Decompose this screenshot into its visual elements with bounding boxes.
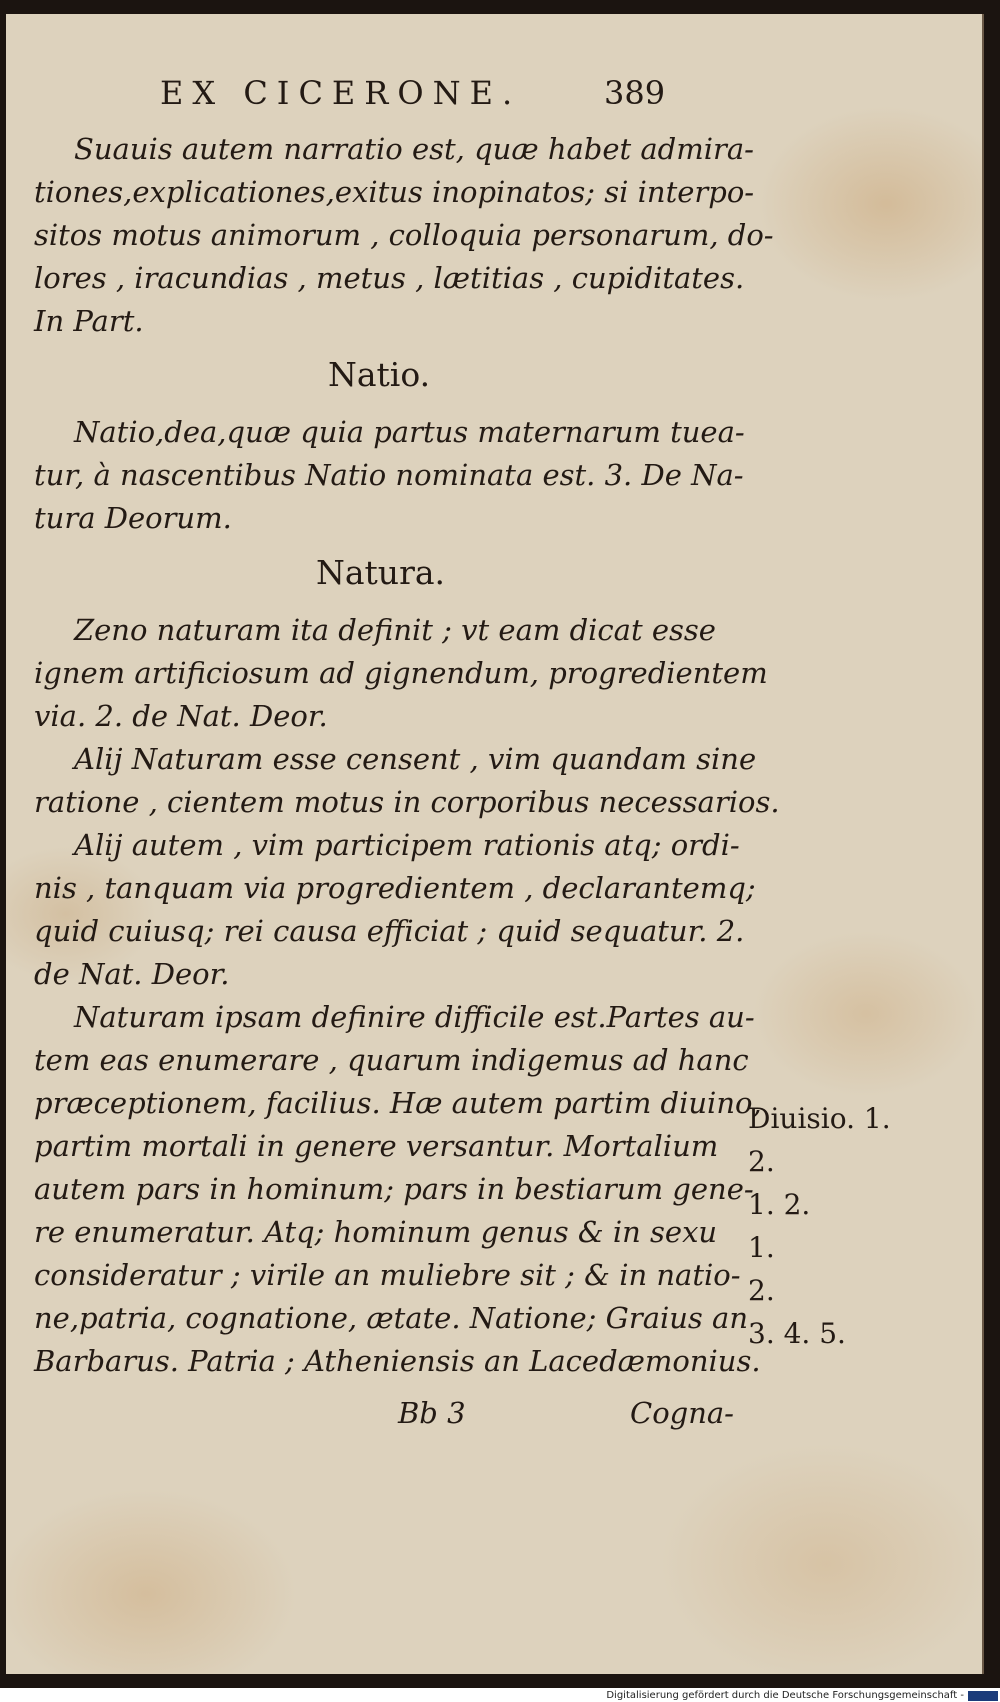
- text-line: Natio,dea,quæ quia partus maternarum tuea-: [74, 415, 745, 449]
- text-line: Zeno naturam ita definit ; vt eam dicat esse: [74, 613, 716, 647]
- section-heading: Natio.: [328, 355, 431, 394]
- dfg-logo-icon: [968, 1691, 998, 1701]
- text-line: Alij Naturam esse censent , vim quandam sine: [74, 742, 757, 776]
- text-line: Naturam ipsam definire difficile est.Partes au-: [74, 1000, 755, 1034]
- signature-mark: Bb 3: [398, 1396, 466, 1430]
- text-line: de Nat. Deor.: [34, 957, 230, 991]
- margin-note: Diuisio. 1.: [748, 1102, 891, 1135]
- text-line: partim mortali in genere versantur. Mortalium: [34, 1129, 719, 1163]
- text-line: ne,patria, cognatione, ætate. Natione; Graius an: [34, 1301, 748, 1335]
- running-head: EX CICERONE.: [160, 74, 522, 112]
- text-line: via. 2. de Nat. Deor.: [34, 699, 328, 733]
- catchword: Cogna-: [630, 1396, 734, 1430]
- margin-note: 1.: [748, 1231, 775, 1264]
- text-line: sitos motus animorum , colloquia personarum, do-: [34, 218, 774, 252]
- text-line: præceptionem, facilius. Hæ autem partim diuino,: [34, 1086, 762, 1120]
- text-line: autem pars in hominum; pars in bestiarum gene-: [34, 1172, 754, 1206]
- margin-note: 2.: [748, 1274, 775, 1307]
- text-line: Alij autem , vim participem rationis atq; ordi-: [74, 828, 740, 862]
- page-number: 389: [604, 74, 666, 112]
- digitization-footer: [0, 1690, 1000, 1702]
- text-line: Barbarus. Patria ; Atheniensis an Lacedæmonius.: [34, 1344, 761, 1378]
- section-heading: Natura.: [316, 553, 446, 592]
- text-line: ratione , cientem motus in corporibus necessarios.: [34, 785, 780, 819]
- margin-note: 2.: [748, 1145, 775, 1178]
- text-line: consideratur ; virile an muliebre sit ; & in natio-: [34, 1258, 741, 1292]
- text-line: tem eas enumerare , quarum indigemus ad hanc: [34, 1043, 749, 1077]
- margin-note: 1. 2.: [748, 1188, 811, 1221]
- text-line: ignem artificiosum ad gignendum, progredientem: [34, 656, 768, 690]
- text-line: lores , iracundias , metus , lætitias , cupiditates.: [34, 261, 745, 295]
- text-line: tura Deorum.: [34, 501, 232, 535]
- text-line: nis , tanquam via progredientem , declarantemq;: [34, 871, 756, 905]
- text-line: In Part.: [34, 304, 144, 338]
- text-line: Suauis autem narratio est, quæ habet admira-: [74, 132, 754, 166]
- footer-text: Digitalisierung gefördert durch die Deutsche Forschungsgemeinschaft -: [606, 1690, 964, 1701]
- margin-note: 3. 4. 5.: [748, 1317, 846, 1350]
- text-line: tiones,explicationes,exitus inopinatos; si interpo-: [34, 175, 755, 209]
- text-line: re enumeratur. Atq; hominum genus & in sexu: [34, 1215, 718, 1249]
- text-line: tur, à nascentibus Natio nominata est. 3. De Na-: [34, 458, 744, 492]
- text-line: quid cuiusq; rei causa efficiat ; quid sequatur. 2.: [34, 914, 745, 948]
